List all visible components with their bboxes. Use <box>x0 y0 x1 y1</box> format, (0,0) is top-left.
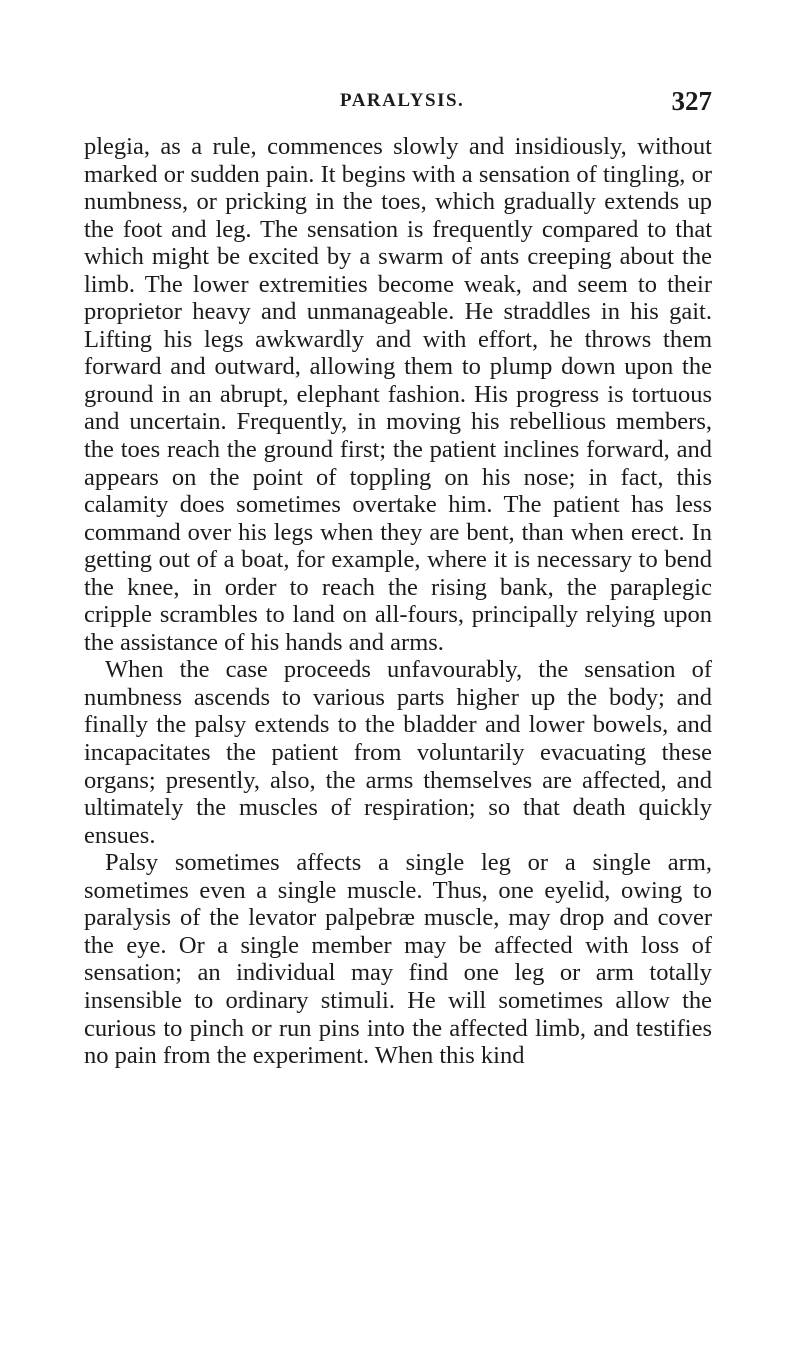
body-text <box>84 133 712 1070</box>
paragraph-paraplegia-gait: plegia, as a rule, commences slowly and insidiously, without marked or sudden pain. It begins with a sensation of tingling, or numbness, or pricking in the toes, which gradually extends up the foot and leg. The sensation is frequently compared to that which might be excited by a swarm of ants creeping about the limb. The lower extremities become weak, and seem to their proprietor heavy and unmanageable. He straddles in his gait. Lifting his legs awkwardly and with effort, he throws them forward and outward, allowing them to plump down upon the ground in an abrupt, elephant fashion. His progress is tortuous and uncertain. Frequently, in moving his rebellious members, the toes reach the ground first; the patient inclines forward, and appears on the point of toppling on his nose; in fact, this calamity does sometimes overtake him. The patient has less command over his legs when they are bent, than when erect. In getting out of a boat, for example, where it is necessary to bend the knee, in order to reach the rising bank, the paraplegic cripple scrambles to land on all-fours, principally relying upon the assistance of his hands and arms. <box>84 133 712 656</box>
paragraph-unfavourable-progress: When the case proceeds unfavourably, the sensation of numbness ascends to various parts higher up the body; and finally the palsy extends to the bladder and lower bowels, and incapacitates the patient from voluntarily evacuating these organs; presently, also, the arms themselves are affected, and ultimately the muscles of respiration; so that death quickly ensues. <box>84 656 712 849</box>
paragraph-partial-palsy: Palsy sometimes affects a single leg or a single arm, sometimes even a single muscle. Thus, one eyelid, owing to paralysis of the levator palpebræ muscle, may drop and cover the eye. Or a single member may be affected with loss of sensation; an individual may find one leg or arm totally insensible to ordinary stimuli. He will sometimes allow the curious to pinch or run pins into the affected limb, and testifies no pain from the experiment. When this kind <box>84 849 712 1070</box>
page-number: 327 <box>671 86 712 116</box>
running-head <box>84 88 712 124</box>
running-title: PARALYSIS. <box>340 90 465 111</box>
